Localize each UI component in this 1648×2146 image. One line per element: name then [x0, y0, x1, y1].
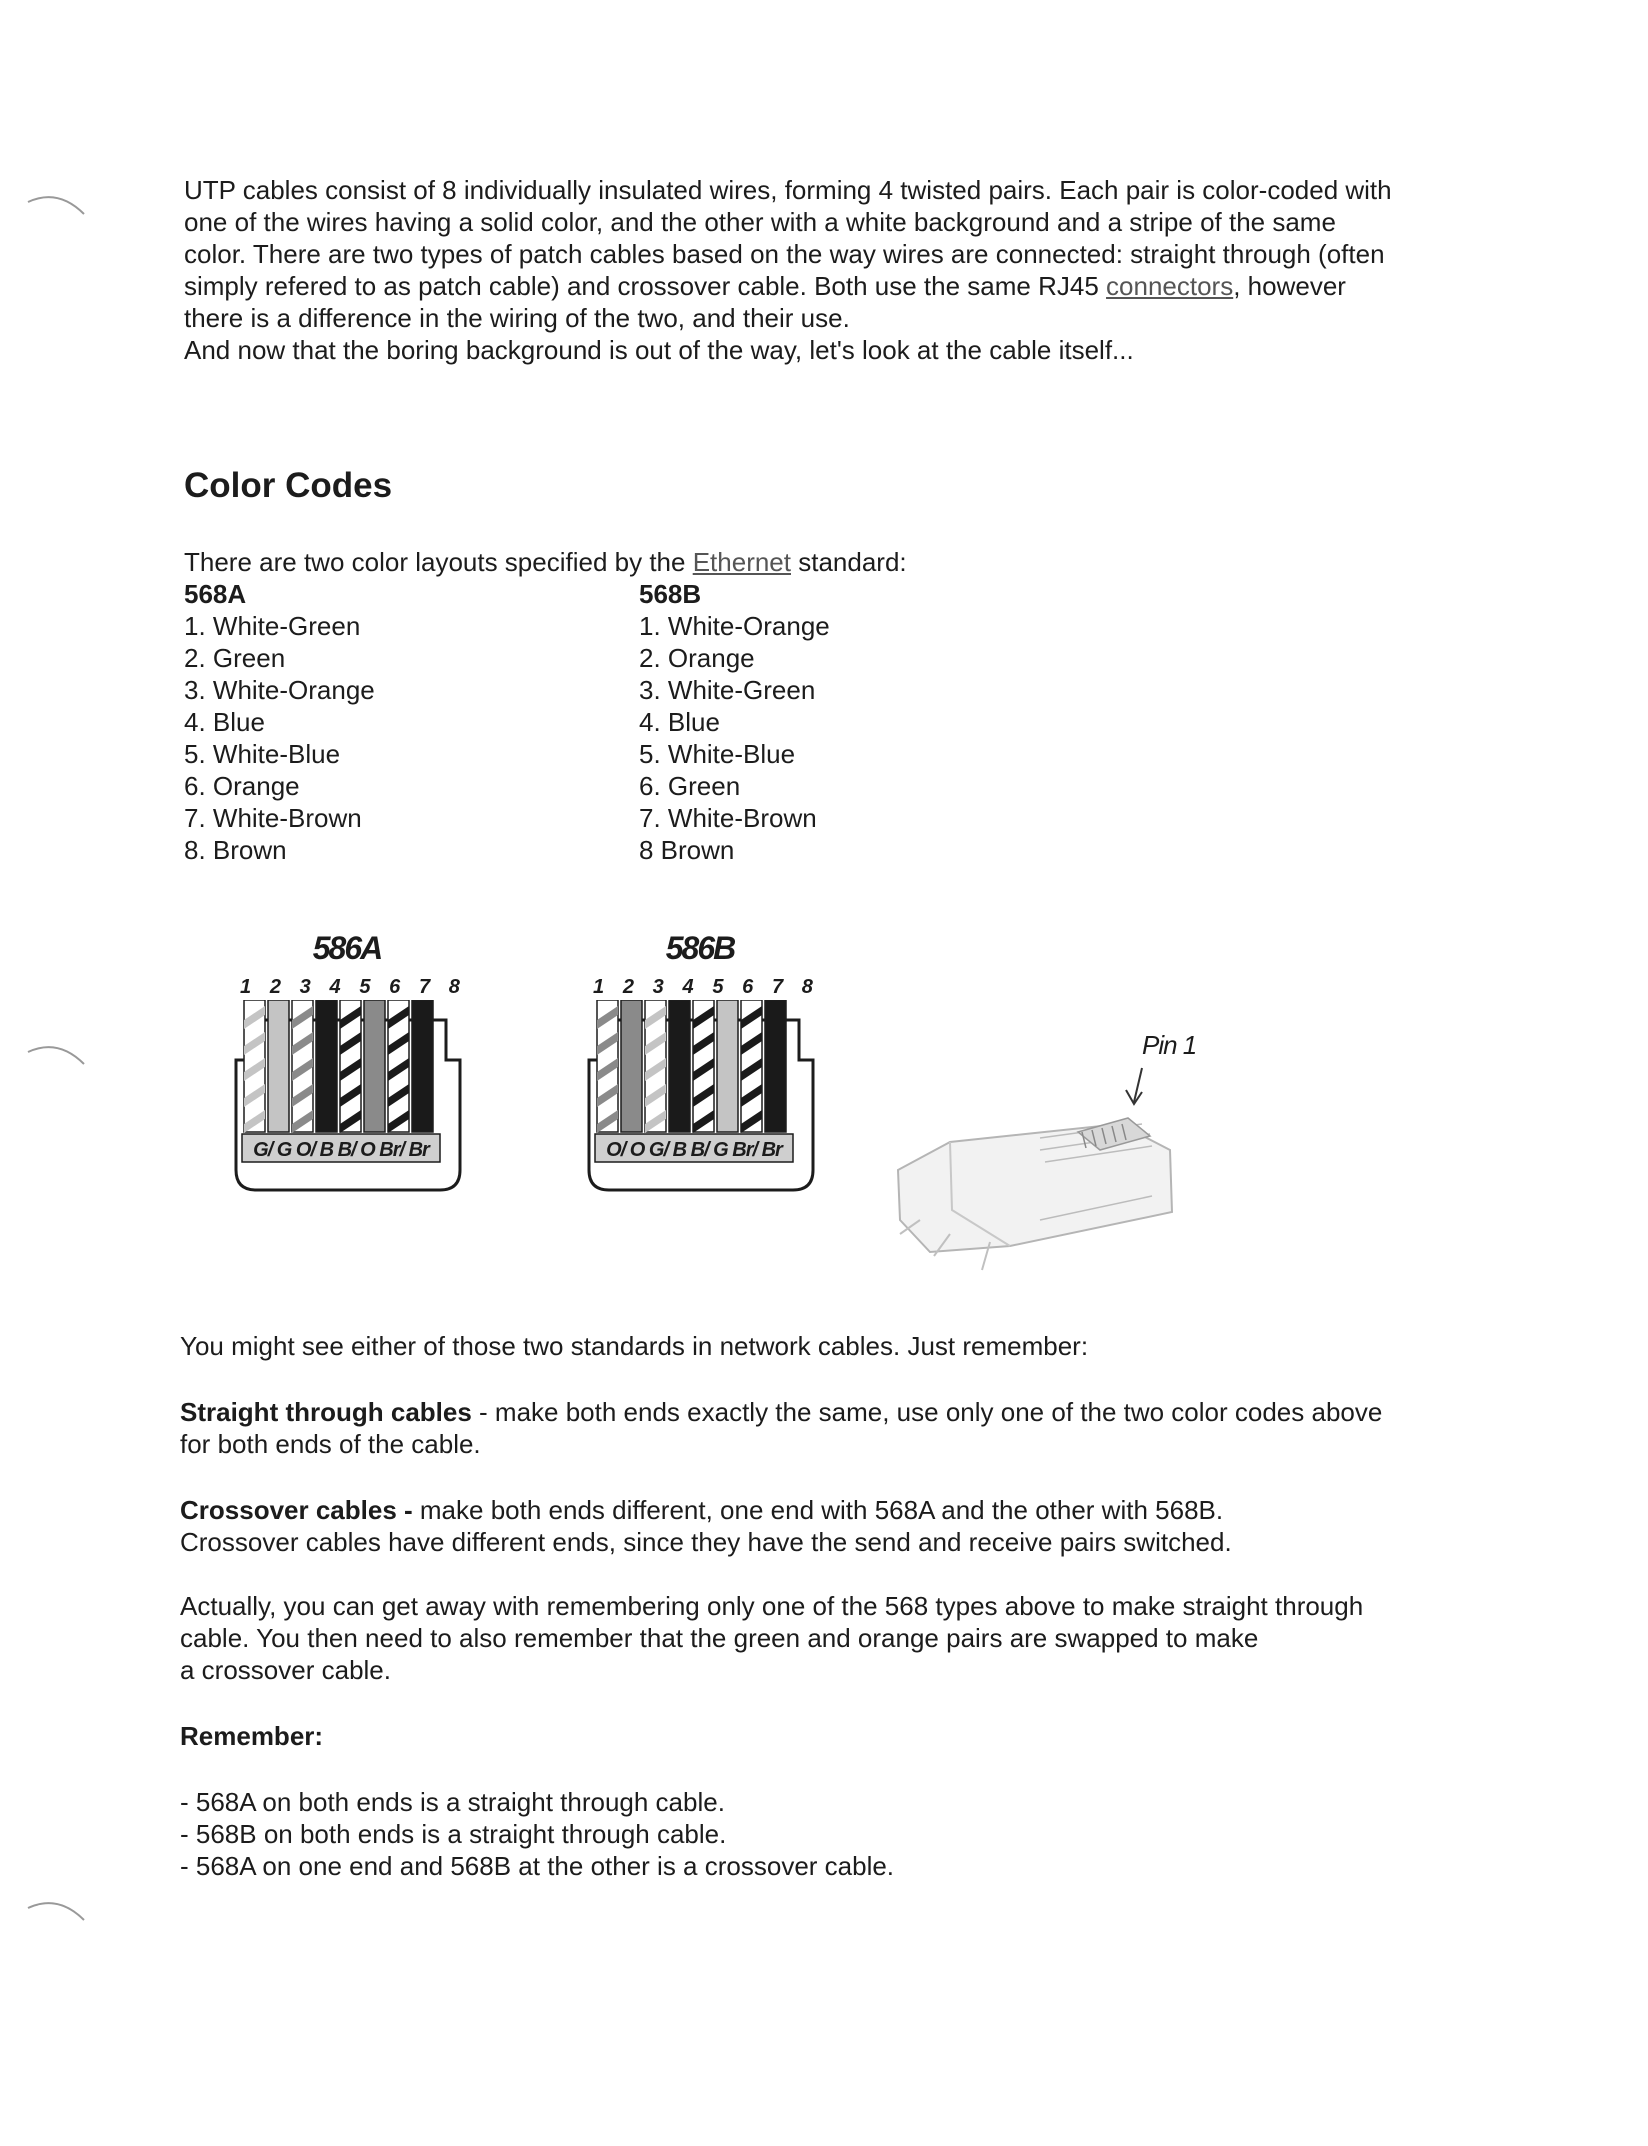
standard-568b: [639, 578, 830, 866]
diagram-title: 586B: [665, 930, 735, 966]
wire-5: [693, 1000, 714, 1133]
crossover-paragraph: [180, 1494, 1500, 1558]
straight-through-paragraph: [180, 1396, 1500, 1460]
list-item: 8. Brown: [184, 835, 287, 865]
list-item: 3. White-Orange: [184, 675, 375, 705]
paragraph-text: make both ends different, one end with 568A and the other with 568B.: [412, 1495, 1224, 1525]
list-item: - 568A on both ends is a straight through cable.: [180, 1787, 725, 1817]
crossover-term: Crossover cables -: [180, 1495, 413, 1525]
pin-number: 3: [652, 976, 664, 998]
pin-1-label: Pin 1: [1142, 1030, 1197, 1060]
section-title: Color Codes: [184, 466, 393, 505]
remember-list: [180, 1786, 1500, 1882]
list-item: - 568B on both ends is a straight through cable.: [180, 1819, 727, 1849]
remember-heading: Remember:: [180, 1721, 324, 1751]
pin-number: 1: [240, 976, 252, 998]
lead-text: There are two color layouts specified by the: [184, 547, 693, 577]
paragraph-text: - make both ends exactly the same, use only one of the two color codes above: [471, 1397, 1383, 1427]
intro-line: color. There are two types of patch cables based on the way wires are connected: straight through (often: [184, 239, 1385, 269]
pin-number: 1: [593, 976, 605, 998]
binding-mark-icon: [18, 1030, 88, 1070]
list-item: 5. White-Blue: [184, 739, 341, 769]
ethernet-link[interactable]: Ethernet: [692, 547, 791, 577]
rj45-connector-icon: [222, 1000, 472, 1200]
standard-heading: 568A: [184, 579, 247, 609]
wire-4: [669, 1000, 690, 1132]
list-item: 6. Green: [639, 771, 741, 801]
pin-numbers: [593, 976, 813, 999]
list-item: 2. Green: [184, 643, 286, 673]
wire-code-labels: O/ O G/ B B/ G Br/ Br: [606, 1139, 782, 1161]
paragraph-text: a crossover cable.: [180, 1655, 391, 1685]
pin-number: 2: [269, 976, 281, 998]
wire-6: [717, 1000, 738, 1132]
standard-heading: 568B: [639, 579, 702, 609]
wire-5: [340, 1000, 361, 1133]
remember-intro: You might see either of those two standards in network cables. Just remember:: [180, 1331, 1089, 1361]
section-lead: [184, 546, 907, 578]
intro-line: And now that the boring background is out of the way, let's look at the cable itself...: [184, 335, 1134, 365]
paragraph-text: Actually, you can get away with remembering only one of the 568 types above to make straight through: [180, 1591, 1364, 1621]
straight-through-term: Straight through cables: [180, 1397, 472, 1427]
wire-6: [364, 1000, 385, 1132]
rj45-plug-photo-icon: [890, 1020, 1200, 1290]
actually-paragraph: [180, 1590, 1500, 1686]
intro-line: one of the wires having a solid color, and the other with a white background and a stripe of the same: [184, 207, 1336, 237]
diagram-title: 586A: [312, 930, 382, 966]
intro-line: simply refered to as patch cable) and crossover cable. Both use the same RJ45: [184, 271, 1107, 301]
wire-3: [292, 1000, 313, 1133]
pin-number: 5: [712, 976, 724, 998]
rj45-connector-icon: [575, 1000, 825, 1200]
wire-4: [316, 1000, 337, 1132]
list-item: 7. White-Brown: [184, 803, 362, 833]
wire-7: [388, 1000, 409, 1133]
intro-line: , however: [1233, 271, 1346, 301]
list-item: 1. White-Orange: [639, 611, 830, 641]
paragraph-text: for both ends of the cable.: [180, 1429, 481, 1459]
list-item: 8 Brown: [639, 835, 735, 865]
paragraph-text: cable. You then need to also remember that the green and orange pairs are swapped to make: [180, 1623, 1259, 1653]
lead-text: standard:: [791, 547, 907, 577]
pin-number: 4: [682, 976, 694, 998]
pin-number: 2: [622, 976, 634, 998]
pin-number: 7: [771, 976, 784, 998]
wire-7: [741, 1000, 762, 1133]
intro-text: [184, 174, 1484, 366]
pin-number: 8: [801, 976, 813, 998]
pin-number: 7: [418, 976, 431, 998]
wire-1: [244, 1000, 265, 1133]
binding-mark-icon: [18, 180, 88, 220]
intro-line: there is a difference in the wiring of the two, and their use.: [184, 303, 850, 333]
paragraph-text: Crossover cables have different ends, since they have the send and receive pairs switched.: [180, 1527, 1232, 1557]
pin-number: 6: [742, 976, 754, 998]
list-item: 6. Orange: [184, 771, 300, 801]
list-item: 4. Blue: [639, 707, 720, 737]
pin-numbers: [240, 976, 460, 999]
standard-568a: [184, 578, 375, 866]
wire-3: [645, 1000, 666, 1133]
pin-number: 4: [329, 976, 341, 998]
pin-number: 8: [448, 976, 460, 998]
wire-8: [765, 1000, 786, 1132]
wire-8: [412, 1000, 433, 1132]
pin-number: 6: [389, 976, 401, 998]
wire-2: [621, 1000, 642, 1132]
binding-mark-icon: [18, 1886, 88, 1926]
list-item: 2. Orange: [639, 643, 755, 673]
list-item: 1. White-Green: [184, 611, 361, 641]
pin-number: 3: [299, 976, 311, 998]
pin-number: 5: [359, 976, 371, 998]
wire-2: [268, 1000, 289, 1132]
list-item: 3. White-Green: [639, 675, 816, 705]
intro-line: UTP cables consist of 8 individually insulated wires, forming 4 twisted pairs. Each pair is color-coded with: [184, 175, 1392, 205]
list-item: 7. White-Brown: [639, 803, 817, 833]
list-item: 4. Blue: [184, 707, 265, 737]
list-item: - 568A on one end and 568B at the other is a crossover cable.: [180, 1851, 895, 1881]
wire-code-labels: G/ G O/ B B/ O Br/ Br: [253, 1139, 429, 1161]
connectors-link[interactable]: connectors: [1106, 271, 1234, 301]
list-item: 5. White-Blue: [639, 739, 796, 769]
wire-1: [597, 1000, 618, 1133]
